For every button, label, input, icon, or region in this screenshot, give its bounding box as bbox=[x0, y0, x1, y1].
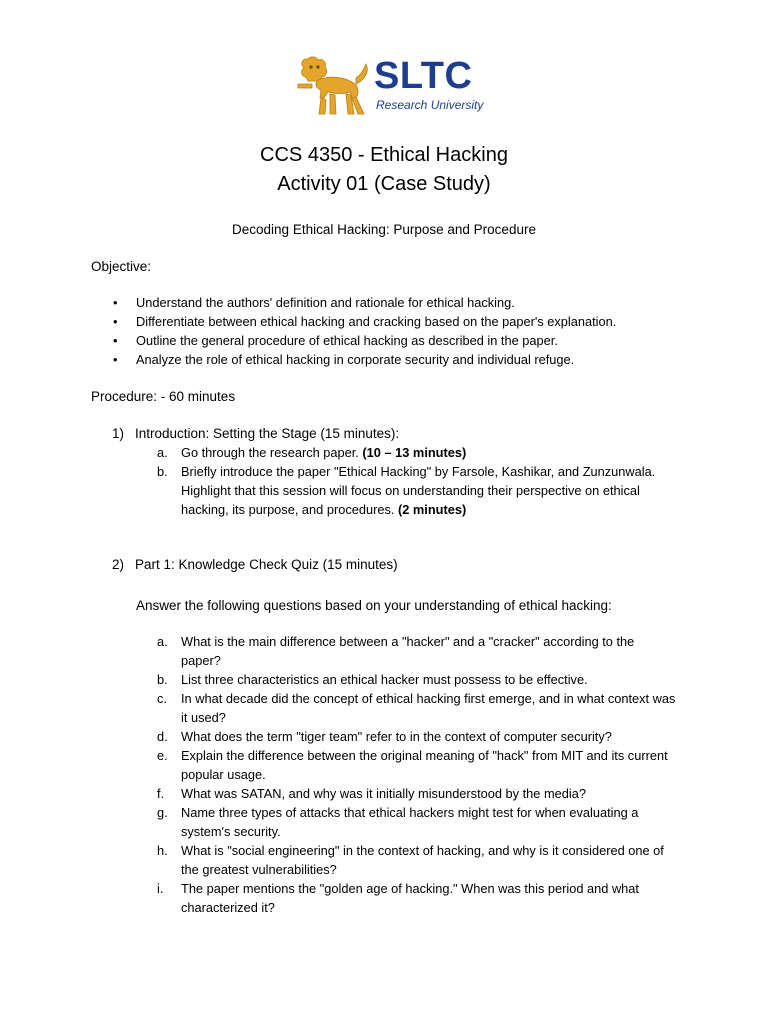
section-title: Part 1: Knowledge Check Quiz (15 minutes) bbox=[135, 557, 398, 572]
quiz-instruction: Answer the following questions based on your understanding of ethical hacking: bbox=[136, 598, 612, 613]
section-1-heading bbox=[112, 425, 399, 443]
section-1-item-b bbox=[157, 462, 677, 520]
question-text: The paper mentions the "golden age of hacking." When was this period and what characterized it? bbox=[181, 881, 639, 916]
item-text: Go through the research paper. bbox=[181, 445, 359, 460]
item-duration: (10 – 13 minutes) bbox=[362, 445, 467, 460]
objective-item: • Differentiate between ethical hacking and cracking based on the paper's explanation. bbox=[113, 312, 713, 331]
question-letter: i. bbox=[157, 881, 164, 896]
objective-item: • Outline the general procedure of ethical hacking as described in the paper. bbox=[113, 331, 713, 350]
question-letter: c. bbox=[157, 691, 167, 706]
procedure-label: Procedure: - 60 minutes bbox=[91, 389, 236, 404]
section-number: 1) bbox=[112, 426, 125, 441]
quiz-question bbox=[157, 670, 677, 689]
question-text: Name three types of attacks that ethical hackers might test for when evaluating a system's security. bbox=[181, 805, 639, 840]
quiz-question bbox=[157, 841, 677, 879]
item-letter: a. bbox=[157, 445, 168, 460]
quiz-question bbox=[157, 632, 677, 670]
item-text: Briefly introduce the paper "Ethical Hacking" by Farsole, Kashikar, and Zunzunwala. Highlight that this session will focus on understanding their perspective on ethical hacking, its purpose, and procedures. bbox=[181, 464, 656, 518]
activity-subtitle: Decoding Ethical Hacking: Purpose and Procedure bbox=[232, 222, 536, 237]
section-1-item-a bbox=[157, 443, 677, 462]
question-letter: a. bbox=[157, 634, 168, 649]
question-text: What is "social engineering" in the context of hacking, and why is it considered one of the greatest vulnerabilities? bbox=[181, 843, 664, 878]
question-text: What is the main difference between a "hacker" and a "cracker" according to the paper? bbox=[181, 634, 635, 669]
logo-subtitle: Research University bbox=[376, 98, 484, 112]
quiz-question bbox=[157, 784, 677, 803]
objective-item: • Understand the authors' definition and rationale for ethical hacking. bbox=[113, 293, 713, 312]
question-letter: h. bbox=[157, 843, 168, 858]
objective-item: • Analyze the role of ethical hacking in corporate security and individual refuge. bbox=[113, 350, 713, 369]
lion-crest-icon bbox=[294, 54, 374, 118]
quiz-question bbox=[157, 803, 677, 841]
logo-name: SLTC bbox=[374, 55, 473, 97]
section-number: 2) bbox=[112, 557, 125, 572]
question-letter: f. bbox=[157, 786, 165, 801]
activity-title: Activity 01 (Case Study) bbox=[277, 173, 491, 195]
quiz-question bbox=[157, 879, 677, 917]
question-text: List three characteristics an ethical hacker must possess to be effective. bbox=[181, 672, 588, 687]
objective-label: Objective: bbox=[91, 259, 152, 274]
section-title: Introduction: Setting the Stage (15 minutes): bbox=[135, 426, 400, 441]
section-2-heading bbox=[112, 556, 398, 574]
course-title: CCS 4350 - Ethical Hacking bbox=[260, 144, 508, 166]
sltc-logo bbox=[294, 54, 484, 118]
item-duration: (2 minutes) bbox=[397, 502, 467, 518]
objectives-list bbox=[113, 293, 713, 369]
question-letter: b. bbox=[157, 672, 168, 687]
quiz-question bbox=[157, 746, 677, 784]
question-text: In what decade did the concept of ethical hacking first emerge, and in what context was it used? bbox=[181, 691, 676, 726]
question-text: What was SATAN, and why was it initially misunderstood by the media? bbox=[181, 786, 586, 801]
quiz-question bbox=[157, 689, 677, 727]
question-letter: g. bbox=[157, 805, 168, 820]
question-text: What does the term "tiger team" refer to in the context of computer security? bbox=[181, 729, 612, 744]
question-letter: e. bbox=[157, 748, 168, 763]
question-text: Explain the difference between the original meaning of "hack" from MIT and its current popular usage. bbox=[181, 748, 668, 783]
question-letter: d. bbox=[157, 729, 168, 744]
quiz-question bbox=[157, 727, 677, 746]
item-letter: b. bbox=[157, 464, 168, 479]
